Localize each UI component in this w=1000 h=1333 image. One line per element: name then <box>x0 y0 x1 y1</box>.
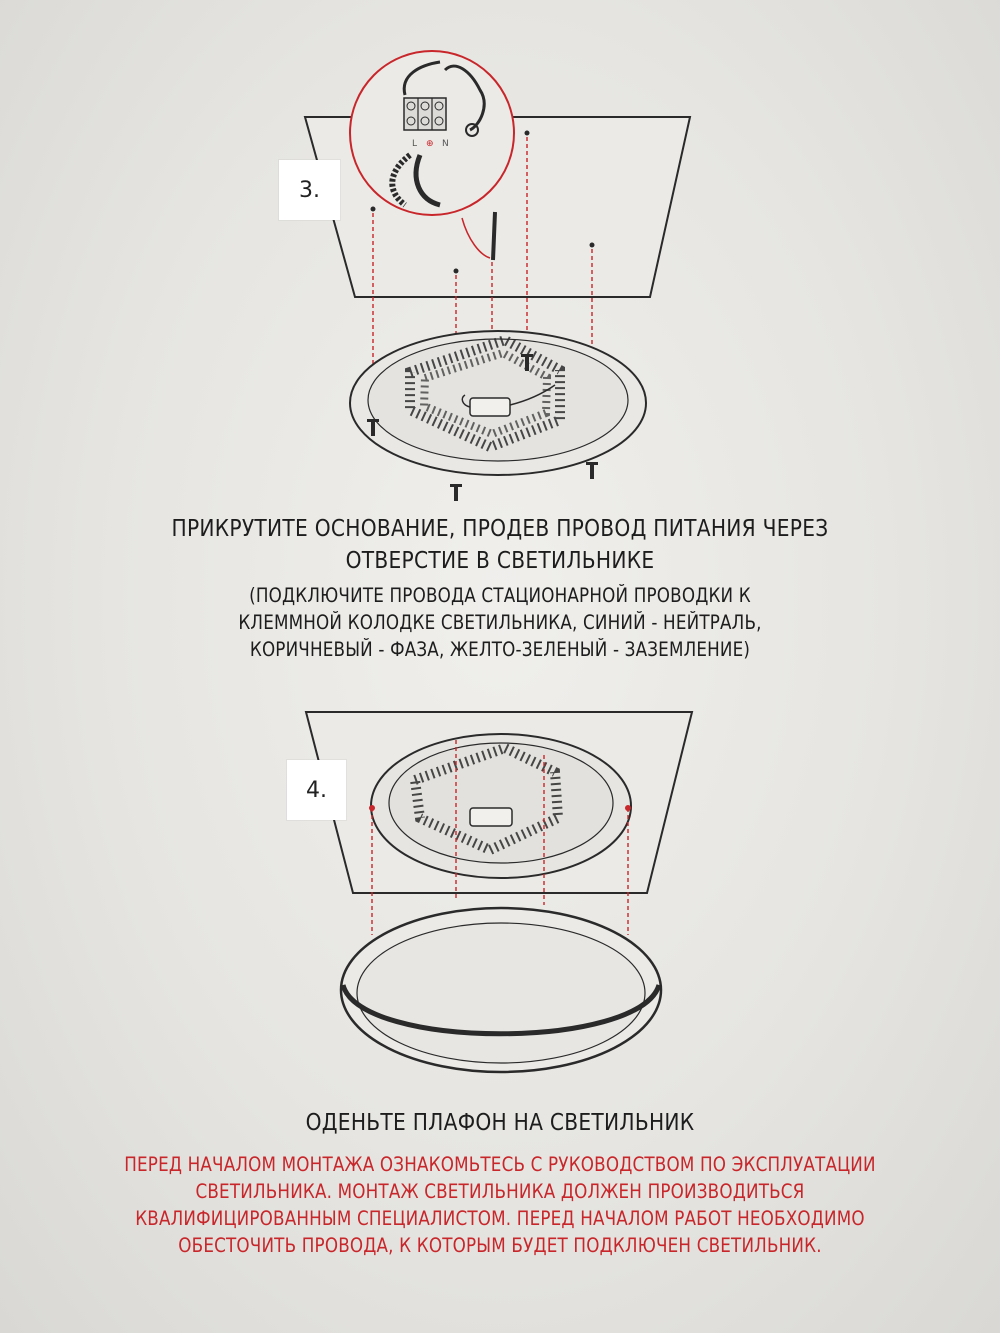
step-4-badge: 4. <box>287 760 346 820</box>
step4-title: ОДЕНЬТЕ ПЛАФОН НА СВЕТИЛЬНИК <box>305 1108 695 1136</box>
terminal-label-ground: ⊕ <box>426 139 434 149</box>
diffuser-shade <box>341 908 661 1072</box>
step3-note-line-3: КОРИЧНЕВЫЙ - ФАЗА, ЖЕЛТО-ЗЕЛЕНЫЙ - ЗАЗЕМЛЕНИЕ) <box>249 638 751 661</box>
terminal-label-l: L <box>412 139 418 149</box>
step3-instructions <box>0 512 1000 663</box>
step3-title-line-2: ОТВЕРСТИЕ В СВЕТИЛЬНИКЕ <box>345 546 655 574</box>
warning-line-2: СВЕТИЛЬНИКА. МОНТАЖ СВЕТИЛЬНИКА ДОЛЖЕН ПРОИЗВОДИТЬСЯ <box>195 1180 805 1203</box>
warning-line-3: КВАЛИФИЦИРОВАННЫМ СПЕЦИАЛИСТОМ. ПЕРЕД НАЧАЛОМ РАБОТ НЕОБХОДИМО <box>135 1207 865 1230</box>
step4-diagram <box>0 700 1000 1100</box>
warning-line-4: ОБЕСТОЧИТЬ ПРОВОДА, К КОТОРЫМ БУДЕТ ПОДКЛЮЧЕН СВЕТИЛЬНИК. <box>178 1234 822 1257</box>
terminal-label-n: N <box>442 139 449 149</box>
step4-instructions <box>0 1106 1000 1138</box>
power-wire <box>493 212 495 260</box>
luminaire-base <box>350 331 646 475</box>
step-3-badge: 3. <box>279 160 340 220</box>
step3-diagram <box>0 40 1000 510</box>
step3-title-line-1: ПРИКРУТИТЕ ОСНОВАНИЕ, ПРОДЕВ ПРОВОД ПИТАНИЯ ЧЕРЕЗ <box>171 514 829 542</box>
safety-warning <box>0 1151 1000 1259</box>
warning-line-1: ПЕРЕД НАЧАЛОМ МОНТАЖА ОЗНАКОМЬТЕСЬ С РУКОВОДСТВОМ ПО ЭКСПЛУАТАЦИИ <box>124 1153 876 1176</box>
step3-note-line-2: КЛЕММНОЙ КОЛОДКЕ СВЕТИЛЬНИКА, СИНИЙ - НЕЙТРАЛЬ, <box>238 611 762 634</box>
mounted-base <box>371 734 631 878</box>
step3-note-line-1: (ПОДКЛЮЧИТЕ ПРОВОДА СТАЦИОНАРНОЙ ПРОВОДКИ К <box>249 584 751 607</box>
terminal-block-magnifier <box>350 51 514 215</box>
